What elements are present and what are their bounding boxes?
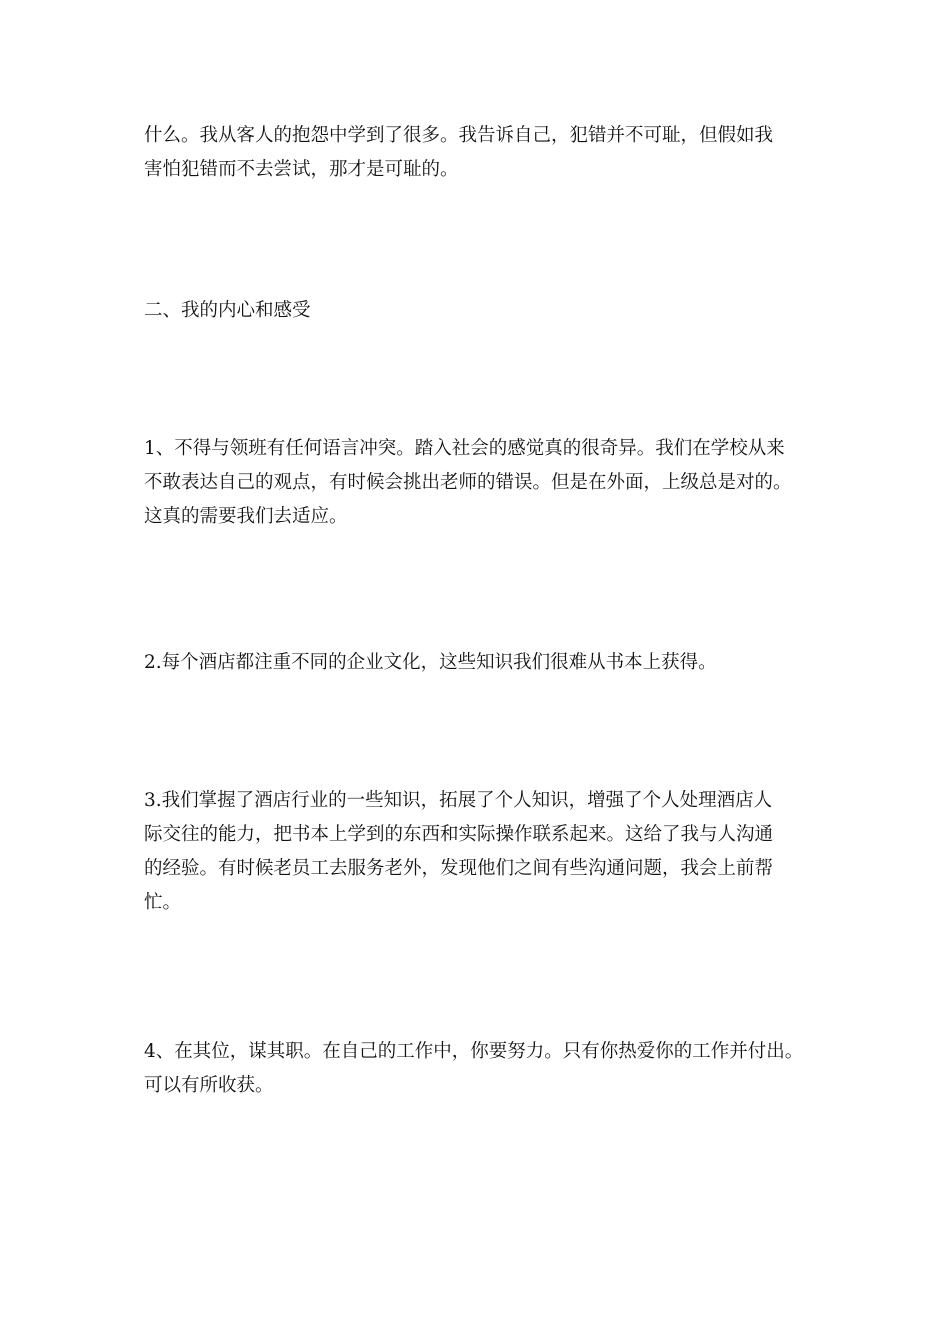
text-line: 的经验。有时候老员工去服务老外，发现他们之间有些沟通问题，我会上前帮	[144, 858, 774, 879]
text-line: 不敢表达自己的观点，有时候会挑出老师的错误。但是在外面，上级总是对的。	[144, 472, 792, 493]
text-line: 2.每个酒店都注重不同的企业文化，这些知识我们很难从书本上获得。	[144, 652, 717, 673]
paragraph-item-4	[144, 1035, 803, 1103]
text-line: 3.我们掌握了酒店行业的一些知识，拓展了个人知识，增强了个人处理酒店人	[144, 790, 773, 811]
text-line: 际交往的能力，把书本上学到的东西和实际操作联系起来。这给了我与人沟通	[144, 824, 774, 845]
paragraph-continuation	[144, 119, 773, 187]
text-line: 可以有所收获。	[144, 1075, 274, 1096]
text-line: 忙。	[144, 892, 182, 913]
text-line: 什么。我从客人的抱怨中学到了很多。我告诉自己，犯错并不可耻，但假如我	[144, 125, 774, 146]
heading-text: 二、我的内心和感受	[144, 300, 311, 321]
paragraph-item-1	[144, 432, 792, 534]
paragraph-item-2	[144, 646, 717, 680]
text-line: 这真的需要我们去适应。	[144, 506, 348, 527]
text-line: 4、在其位，谋其职。在自己的工作中，你要努力。只有你热爱你的工作并付出。	[144, 1041, 804, 1062]
section-heading	[144, 294, 311, 328]
paragraph-item-3	[144, 784, 773, 920]
text-line: 害怕犯错而不去尝试，那才是可耻的。	[144, 159, 459, 180]
text-line: 1、不得与领班有任何语言冲突。踏入社会的感觉真的很奇异。我们在学校从来	[144, 438, 785, 459]
